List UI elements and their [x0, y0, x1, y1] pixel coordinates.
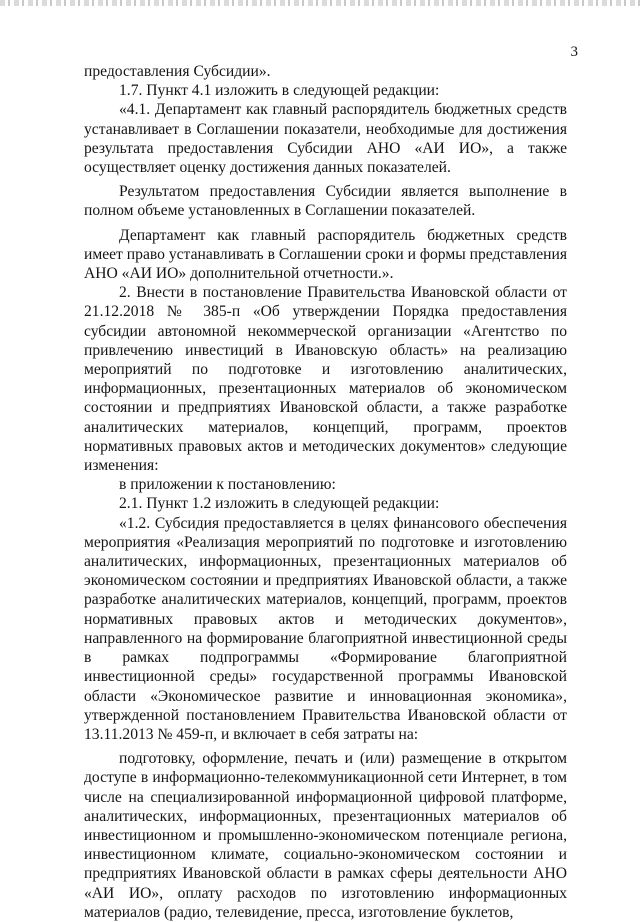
paragraph-clause-1-2: «1.2. Субсидия предоставляется в целях финансового обеспечения мероприятия «Реализация мероприятий по подготовке и изготовлению аналитических, информационных, презентационных материалов об экономическом состоянии и предприятиях Ивановской области, а также разработке аналитических материалов, концепций, программ, проектов нормативных правовых актов и методических документов», направленного на формирование благоприятной инвестиционной среды в рамках подпрограммы «Формирование благоприятной инвестиционной среды» государственной программы Ивановской области «Экономическое развитие и инновационная экономика», утвержденной постановлением Правительства Ивановской области от 13.11.2013 № 459-п, и включает в себя затраты на:: [84, 514, 567, 743]
paragraph-continuation: предоставления Субсидии».: [84, 63, 271, 80]
paragraph-result: Результатом предоставления Субсидии является выполнение в полном объеме установленных в Соглашении показателей.: [84, 183, 567, 220]
paragraph-reporting: Департамент как главный распорядитель бюджетных средств имеет право устанавливать в Соглашении сроки и формы представления АНО «АИ ИО» дополнительной отчетности.».: [84, 226, 567, 283]
paragraph-appendix: в приложении к постановлению:: [119, 476, 336, 494]
paragraph-clause-4-1: «4.1. Департамент как главный распорядитель бюджетных средств устанавливает в Соглашении показатели, необходимые для достижения результата предоставления Субсидии АНО «АИ ИО», а также осуществляет оценку достижения данных показателей.: [84, 101, 567, 177]
document-body: [84, 62, 567, 922]
paragraph-item-1-7: 1.7. Пункт 4.1 изложить в следующей редакции:: [119, 82, 440, 100]
paragraph-item-2-1: 2.1. Пункт 1.2 изложить в следующей редакции:: [119, 495, 440, 513]
page-number: 3: [570, 44, 578, 60]
paragraph-item-2: 2. Внести в постановление Правительства Ивановской области от 21.12.2018 № 385-п «Об утверждении Порядка предоставления субсидии автономной некоммерческой организации «Агентство по привлечению инвестиций в Ивановскую область» на реализацию мероприятий по подготовке и изготовлению аналитических, информационных, презентационных материалов об экономическом состоянии и предприятиях Ивановской области, а также разработке аналитических материалов, концепций, программ, проектов нормативных правовых актов и методических документов» следующие изменения:: [84, 284, 567, 475]
paragraph-expenses: подготовку, оформление, печать и (или) размещение в открытом доступе в информационно-телекоммуникационной сети Интернет, в том числе на специализированной информационной цифровой платформе, аналитических, информационных, презентационных материалов об инвестиционном и промышленно-экономическом потенциале региона, инвестиционном климате, социально-экономическом состоянии и предприятиях Ивановской области в рамках сферы деятельности АНО «АИ ИО», оплату расходов по изготовлению информационных материалов (радио, телевидение, пресса, изготовление буклетов,: [84, 750, 567, 921]
scan-edge-artifact: [0, 0, 640, 6]
